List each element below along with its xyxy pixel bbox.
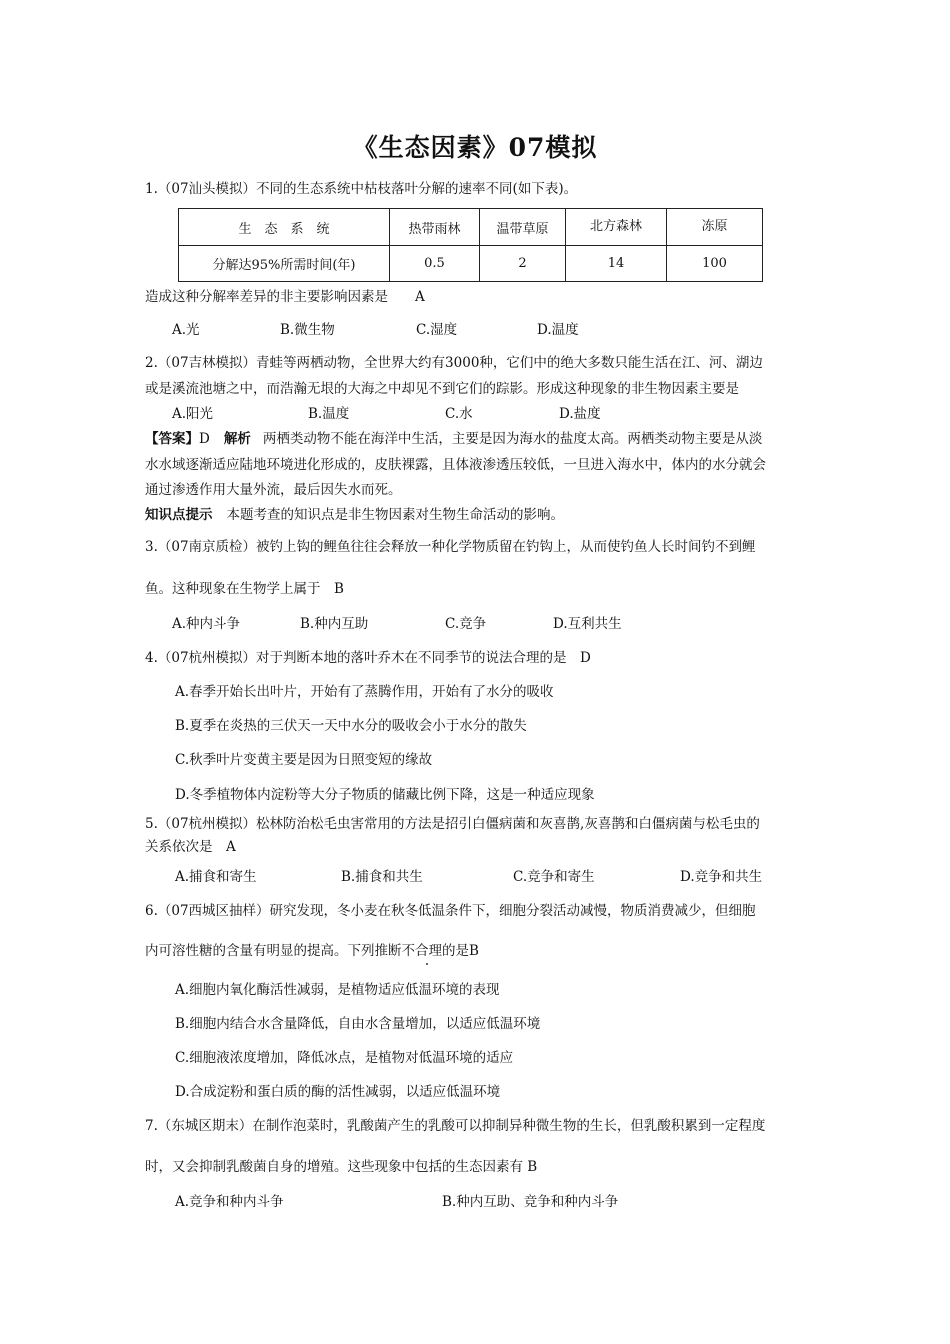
- q2-analysis-line-2: 水水域逐渐适应陆地环境进化形成的，皮肤裸露，且体液渗透压较低，一旦进入海水中，体内的水分就会: [145, 457, 766, 473]
- q2-line-1: 2.（07吉林模拟）青蛙等两栖动物，全世界大约有3000种，它们中的绝大多数只能生活在江、河、湖边: [145, 355, 763, 371]
- q6-option-b: B.细胞内结合水含量降低，自由水含量增加，以适应低温环境: [175, 1016, 541, 1032]
- q4-option-a: A.春季开始长出叶片，开始有了蒸腾作用，开始有了水分的吸收: [175, 684, 554, 700]
- q6-option-d: D.合成淀粉和蛋白质的酶的活性减弱，以适应低温环境: [175, 1084, 501, 1100]
- q2-analysis-line-3: 通过渗透作用大量外流，最后因失水而死。: [145, 482, 402, 498]
- q1-option-c: C.湿度: [416, 322, 458, 338]
- q2-option-a: A.阳光: [172, 406, 214, 422]
- answer-value: D: [199, 431, 210, 447]
- q1-option-b: B.微生物: [280, 322, 335, 338]
- table-cell: 14: [566, 246, 667, 282]
- tip-text: 本题考查的知识点是非生物因素对生物生命活动的影响。: [226, 507, 564, 523]
- q3-option-c: C.竞争: [445, 616, 487, 632]
- analysis-text: 两栖类动物不能在海洋中生活，主要是因为海水的盐度太高。两栖类动物主要是从淡: [262, 431, 763, 447]
- table-cell: 100: [667, 246, 763, 282]
- q3-option-b: B.种内互助: [300, 616, 369, 632]
- q5-option-a: A.捕食和寄生: [175, 869, 257, 885]
- answer-label: 【答案】: [145, 431, 199, 447]
- q6-option-a: A.细胞内氧化酶活性减弱，是植物适应低温环境的表现: [175, 982, 500, 998]
- q2-line-2: 或是溪流池塘之中，而浩瀚无垠的大海之中却见不到它们的踪影。形成这种现象的非生物因素主要是: [145, 381, 739, 397]
- emphasis-dot: [426, 963, 428, 965]
- q5-option-c: C.竞争和寄生: [513, 869, 595, 885]
- q2-tip-line: [145, 506, 564, 524]
- table-cell: 分解达95%所需时间(年): [179, 246, 390, 282]
- q3-option-a: A.种内斗争: [172, 616, 241, 632]
- q6-line-1: 6.（07西城区抽样）研究发现，冬小麦在秋冬低温条件下，细胞分裂活动减慢，物质消费减少，但细胞: [145, 903, 756, 919]
- q1-stem: 1.（07汕头模拟）不同的生态系统中枯枝落叶分解的速率不同(如下表)。: [145, 181, 578, 197]
- analysis-label: 解析: [223, 431, 251, 447]
- q7-line-2: 时，又会抑制乳酸菌自身的增殖。这些现象中包括的生态因素有 B: [145, 1159, 538, 1175]
- q4-stem: 4.（07杭州模拟）对于判断本地的落叶乔木在不同季节的说法合理的是 D: [145, 650, 591, 666]
- q6-line-2: 内可溶性糖的含量有明显的提高。下列推断不合理的是B: [145, 943, 479, 959]
- table-header-cell: 温带草原: [480, 209, 566, 246]
- q7-line-1: 7.（东城区期末）在制作泡菜时，乳酸菌产生的乳酸可以抑制异种微生物的生长，但乳酸积累到一定程度: [145, 1118, 766, 1134]
- q1-option-d: D.温度: [537, 322, 579, 338]
- tip-label: 知识点提示: [145, 507, 213, 523]
- q7-option-b: B.种内互助、竞争和种内斗争: [442, 1194, 619, 1210]
- q2-option-b: B.温度: [308, 406, 350, 422]
- q1-option-a: A.光: [172, 322, 200, 338]
- q5-option-b: B.捕食和共生: [341, 869, 423, 885]
- decomposition-table: [178, 208, 763, 282]
- table-header-cell: 生 态 系 统: [179, 209, 390, 246]
- table-cell: 0.5: [390, 246, 480, 282]
- q6-option-c: C.细胞液浓度增加，降低冰点，是植物对低温环境的适应: [175, 1050, 514, 1066]
- table-header-cell: 冻原: [667, 209, 763, 246]
- page-title: 《生态因素》07模拟: [352, 133, 598, 162]
- table-cell: 2: [480, 246, 566, 282]
- q1-question: 造成这种分解率差异的非主要影响因素是 A: [145, 289, 425, 305]
- q3-line-2: 鱼。这种现象在生物学上属于 B: [145, 581, 344, 597]
- q2-answer-line: [145, 430, 762, 448]
- q3-option-d: D.互利共生: [553, 616, 622, 632]
- q2-option-d: D.盐度: [559, 406, 601, 422]
- q5-line-1: 5.（07杭州模拟）松林防治松毛虫害常用的方法是招引白僵病菌和灰喜鹊,灰喜鹊和白僵病菌与松毛虫的: [145, 816, 760, 832]
- table-header-cell: 北方森林: [566, 209, 667, 246]
- q4-option-d: D.冬季植物体内淀粉等大分子物质的储藏比例下降，这是一种适应现象: [175, 787, 595, 803]
- q3-line-1: 3.（07南京质检）被钓上钩的鲤鱼往往会释放一种化学物质留在钓钩上，从而使钓鱼人长时间钓不到鲤: [145, 539, 756, 555]
- q5-line-2: 关系依次是 A: [145, 839, 236, 855]
- q2-option-c: C.水: [445, 406, 473, 422]
- q7-option-a: A.竞争和种内斗争: [175, 1194, 284, 1210]
- table-header-cell: 热带雨林: [390, 209, 480, 246]
- q4-option-c: C.秋季叶片变黄主要是因为日照变短的缘故: [175, 752, 433, 768]
- q5-option-d: D.竞争和共生: [680, 869, 763, 885]
- q4-option-b: B.夏季在炎热的三伏天一天中水分的吸收会小于水分的散失: [175, 718, 527, 734]
